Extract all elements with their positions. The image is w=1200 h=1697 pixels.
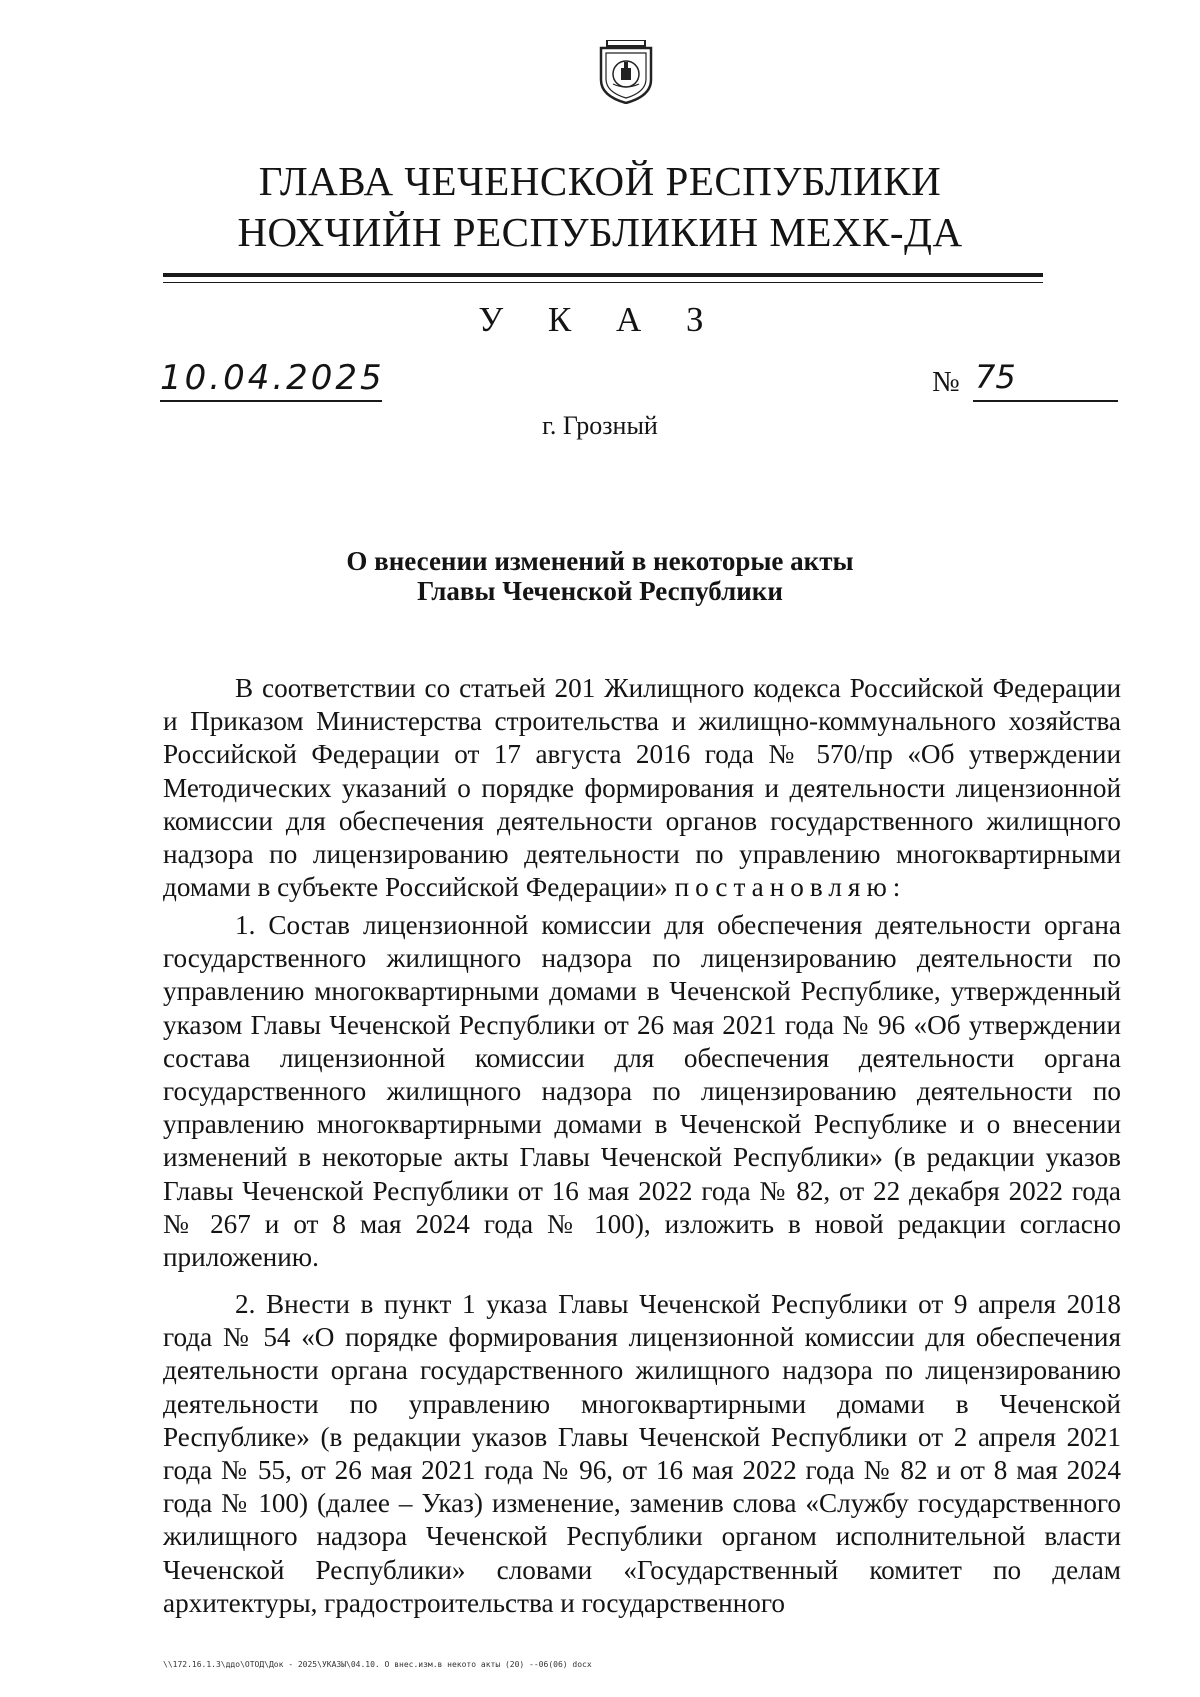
heading-line-1: О внесении изменений в некоторые акты	[346, 546, 854, 576]
document-type: У К А З	[478, 300, 722, 339]
decree-action: постановляю:	[674, 872, 907, 903]
issue-city: г. Грозный	[542, 411, 658, 440]
paragraph-item-1	[163, 909, 1121, 1274]
item-2-text: 2. Внести в пункт 1 указа Главы Чеченской Республики от 9 апреля 2018 года № 54 «О порядке формирования лицензионной комиссии для обеспечения деятельности органа государственного жилищного надзора по лицензированию деятельности по управлению многоквартирными домами в Чеченской Республике» (в редакции указов Главы Чеченской Республики от 2 апреля 2021 года № 55, от 26 мая 2021 года № 96, от 16 мая 2022 года № 82 и от 8 мая 2024 года № 100) (далее – Указ) изменение, заменив слова «Службу государственного жилищного надзора Чеченской Республики органом исполнительной власти Чеченской Республики» словами «Государственный комитет по делам архитектуры, градостроительства и государственного	[163, 1289, 1121, 1618]
header-rule-thick	[163, 273, 1043, 277]
document-date: 10.04.2025	[160, 358, 385, 398]
issuer-title-chechen: НОХЧИЙН РЕСПУБЛИКИН МЕХК-ДА	[237, 209, 963, 255]
header-rule-thin	[163, 282, 1043, 283]
number-label: №	[932, 366, 960, 398]
coat-of-arms-emblem	[597, 40, 655, 104]
file-path-footer: \\172.16.1.3\ддо\ОТОД\Док - 2025\УКАЗЫ\04.10. О внес.изм.в некото акты (20) --06(06) docx	[163, 1660, 592, 1669]
number-underline	[973, 400, 1118, 402]
paragraph-item-2	[163, 1288, 1121, 1620]
preamble-text: В соответствии со статьей 201 Жилищного кодекса Российской Федерации и Приказом Министерства строительства и жилищно-коммунального хозяйства Российской Федерации от 17 августа 2016 года № 570/пр «Об утверждении Методических указаний о порядке формирования и деятельности лицензионной комиссии для обеспечения деятельности органов государственного жилищного надзора по лицензированию деятельности по управлению многоквартирными домами в субъекте Российской Федерации»	[163, 673, 1121, 903]
document-heading	[0, 546, 1200, 606]
preamble-paragraph	[163, 672, 1121, 904]
heading-line-2: Главы Чеченской Республики	[417, 576, 783, 606]
document-number: 75	[975, 358, 1016, 396]
date-underline	[160, 400, 382, 402]
item-1-text: 1. Состав лицензионной комиссии для обеспечения деятельности органа государственного жилищного надзора по лицензированию деятельности по управлению многоквартирными домами в Чеченской Республике, утвержденный указом Главы Чеченской Республики от 26 мая 2021 года № 96 «Об утверждении состава лицензионной комиссии для обеспечения деятельности органа государственного жилищного надзора по лицензированию деятельности по управлению многоквартирными домами в Чеченской Республике и о внесении изменений в некоторые акты Главы Чеченской Республики» (в редакции указов Главы Чеченской Республики от 16 мая 2022 года № 82, от 22 декабря 2022 года № 267 и от 8 мая 2024 года № 100), изложить в новой редакции согласно приложению.	[163, 910, 1121, 1273]
issuer-title-russian: ГЛАВА ЧЕЧЕНСКОЙ РЕСПУБЛИКИ	[258, 158, 942, 204]
